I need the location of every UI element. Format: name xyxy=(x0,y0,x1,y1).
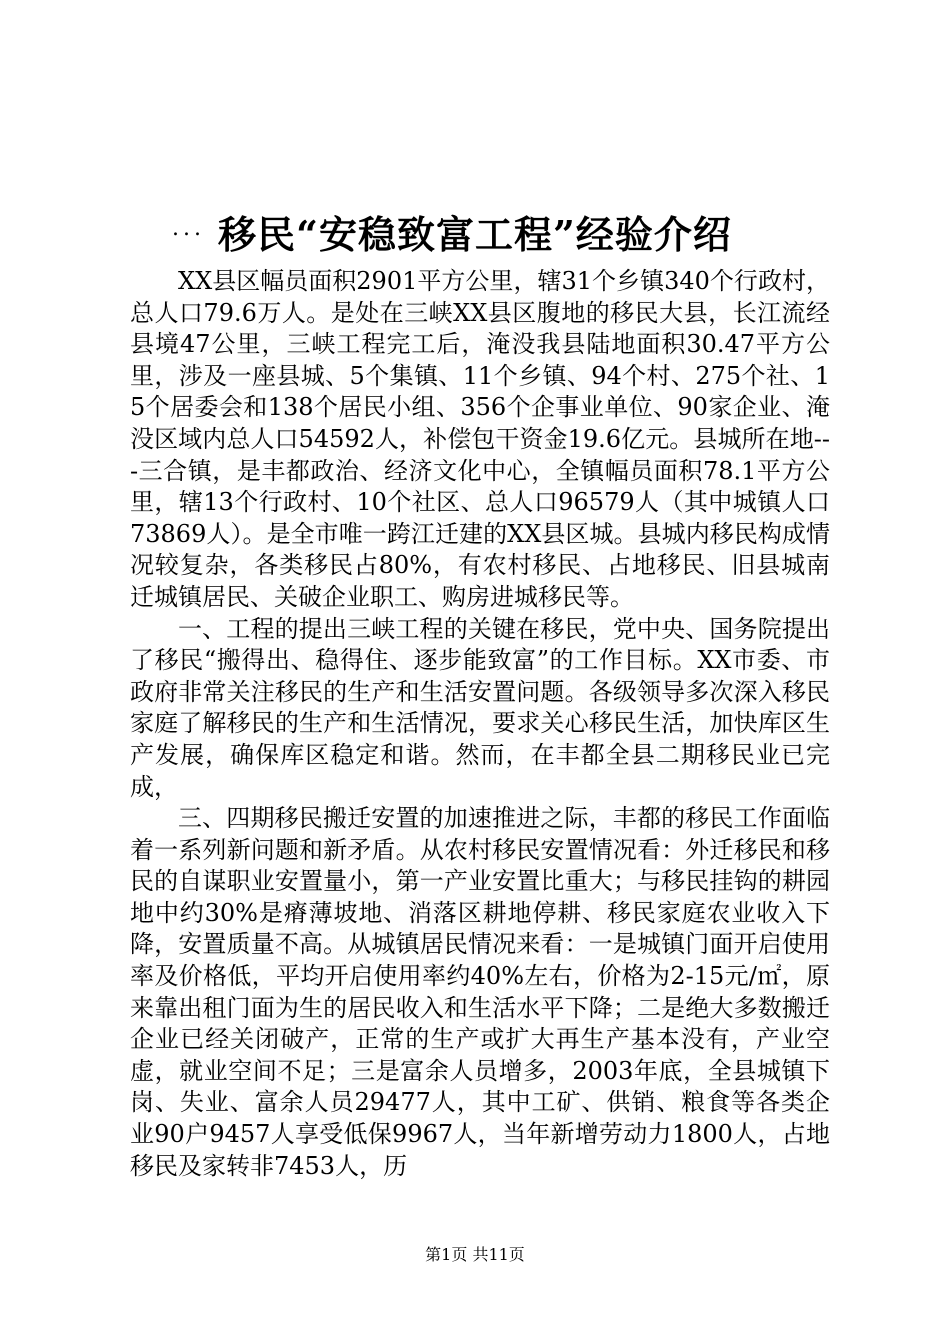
page-title: 移民“安稳致富工程”经验介绍 xyxy=(218,212,732,258)
body-text xyxy=(130,266,830,1182)
paragraph-new-problems: 三、四期移民搬迁安置的加速推进之际，丰都的移民工作面临着一系列新问题和新矛盾。从农村移民安置情况看：外迁移民和移民的自谋职业安置量小，第一产业安置比重大；与移民挂钩的耕园地中约30%是瘠薄坡地、消落区耕地停耕、移民家庭农业收入下降，安置质量不高。从城镇居民情况来看：一是城镇门面开启使用率及价格低，平均开启使用率约40%左右，价格为2-15元/㎡，原来靠出租门面为生的居民收入和生活水平下降；二是绝大多数搬迁企业已经关闭破产，正常的生产或扩大再生产基本没有，产业空虚，就业空间不足；三是富余人员增多，2003年底，全县城镇下岗、失业、富余人员29477人，其中工矿、供销、粮食等各类企业90户9457人享受低保9967人，当年新增劳动力1800人，占地移民及家转非7453人，历 xyxy=(130,804,830,1180)
ellipsis-marker: ... xyxy=(172,216,205,241)
paragraph-project-proposal: 一、工程的提出三峡工程的关键在移民，党中央、国务院提出了移民“搬得出、稳得住、逐步能致富”的工作目标。XX市委、市政府非常关注移民的生产和生活安置问题。各级领导多次深入移民家庭了解移民的生产和生活情况，要求关心移民生活，加快库区生产发展，确保库区稳定和谐。然而，在丰都全县二期移民业已完成， xyxy=(130,614,830,801)
paragraph-overview: XX县区幅员面积2901平方公里，辖31个乡镇340个行政村，总人口79.6万人。是处在三峡XX县区腹地的移民大县，长江流经县境47公里，三峡工程完工后，淹没我县陆地面积30.47平方公里，涉及一座县城、5个集镇、11个乡镇、94个村、275个社、15个居委会和138个居民小组、356个企事业单位、90家企业、淹没区域内总人口54592人，补偿包干资金19.6亿元。县城所在地---三合镇，是丰都政治、经济文化中心，全镇幅员面积78.1平方公里，辖13个行政村、10个社区、总人口96579人（其中城镇人口73869人）。是全市唯一跨江迁建的XX县区城。县城内移民构成情况较复杂，各类移民占80%，有农村移民、占地移民、旧县城南迁城镇居民、关破企业职工、购房进城移民等。 xyxy=(130,267,830,611)
page-footer: 第1页 共11页 xyxy=(425,1245,525,1264)
